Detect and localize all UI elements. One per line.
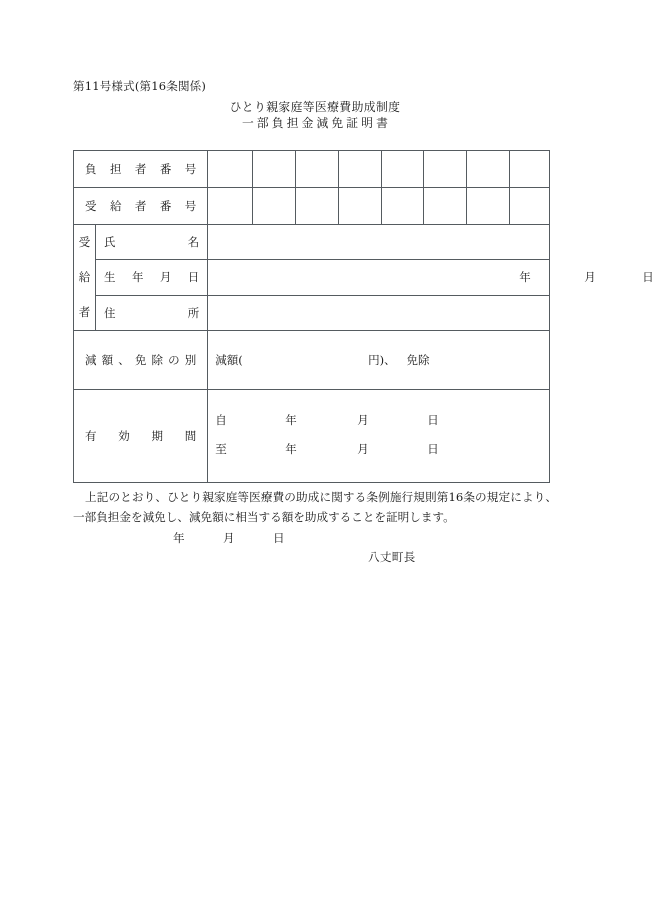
- reduction-type-value-field[interactable]: [208, 331, 550, 390]
- period-from-row: [208, 412, 549, 428]
- period-from-year-unit: 年: [285, 413, 297, 427]
- recipient-rail-label: 受 給 者: [74, 225, 96, 331]
- period-to-day-unit: 日: [427, 442, 439, 456]
- recipient-number-box-8[interactable]: [509, 188, 549, 225]
- reduction-type-label: 減額、免除の別: [74, 331, 208, 390]
- valid-period-value-field[interactable]: [208, 390, 550, 483]
- payer-number-box-6[interactable]: [423, 151, 466, 188]
- period-to-mark: 至: [215, 442, 227, 456]
- period-from-mark: 自: [215, 413, 227, 427]
- payer-number-label: 負担者番号: [74, 151, 208, 188]
- reduction-exemption-option[interactable]: 免除: [406, 353, 430, 367]
- recipient-number-label: 受給者番号: [74, 188, 208, 225]
- document-title: [0, 99, 630, 131]
- table-row-recipient-number: [74, 188, 550, 225]
- table-row-valid-period: [74, 390, 550, 483]
- birthdate-year-unit: 年: [519, 270, 531, 285]
- period-from-day-unit: 日: [427, 413, 439, 427]
- address-label: 住所: [96, 295, 208, 330]
- valid-period-label: 有効期間: [74, 390, 208, 483]
- issuer-signature: 八丈町長: [368, 550, 416, 564]
- birthdate-day-unit: 日: [642, 270, 654, 285]
- recipient-number-box-3[interactable]: [296, 188, 338, 225]
- table-row-name: [74, 225, 550, 260]
- payer-number-box-3[interactable]: [296, 151, 338, 188]
- reduction-amount-prefix: 減額(: [215, 353, 243, 367]
- payer-number-box-5[interactable]: [381, 151, 423, 188]
- payer-number-box-7[interactable]: [466, 151, 509, 188]
- table-row-address: [74, 295, 550, 330]
- issue-date-month-unit: 月: [222, 531, 235, 545]
- issue-date-day-unit: 日: [272, 531, 285, 545]
- certification-statement: [73, 488, 557, 527]
- recipient-number-box-2[interactable]: [253, 188, 296, 225]
- period-to-row: [208, 441, 549, 457]
- period-from-month-unit: 月: [357, 413, 369, 427]
- title-line-1: ひとり親家庭等医療費助成制度: [229, 100, 401, 114]
- period-to-month-unit: 月: [357, 442, 369, 456]
- period-to-year-unit: 年: [285, 442, 297, 456]
- issue-date-year-unit: 年: [173, 531, 185, 545]
- recipient-number-box-1[interactable]: [208, 188, 253, 225]
- name-label: 氏名: [96, 225, 208, 260]
- name-value-field[interactable]: [208, 225, 550, 260]
- issue-date-line[interactable]: [173, 530, 285, 546]
- reduction-amount-yen: 円)、: [368, 353, 396, 367]
- recipient-number-box-4[interactable]: [338, 188, 381, 225]
- payer-number-box-1[interactable]: [208, 151, 253, 188]
- form-number: 第11号様式(第16条関係): [73, 79, 207, 93]
- statement-text: 上記のとおり、ひとり親家庭等医療費の助成に関する条例施行規則第16条の規定により、一部負担金を減免し、減免額に相当する額を助成することを証明します。: [73, 490, 557, 524]
- birthdate-label: 生年月日: [96, 260, 208, 295]
- payer-number-box-2[interactable]: [253, 151, 296, 188]
- certificate-table: [73, 150, 654, 483]
- recipient-number-box-5[interactable]: [381, 188, 423, 225]
- birthdate-value-field[interactable]: [208, 260, 654, 295]
- address-value-field[interactable]: [208, 295, 550, 330]
- table-row-birthdate: [74, 260, 550, 295]
- title-line-2: 一部負担金減免証明書: [242, 116, 391, 130]
- table-row-payer-number: [74, 151, 550, 188]
- birthdate-month-unit: 月: [584, 270, 596, 285]
- recipient-number-box-6[interactable]: [423, 188, 466, 225]
- recipient-number-box-7[interactable]: [466, 188, 509, 225]
- table-row-reduction-type: [74, 331, 550, 390]
- payer-number-box-4[interactable]: [338, 151, 381, 188]
- payer-number-box-8[interactable]: [509, 151, 549, 188]
